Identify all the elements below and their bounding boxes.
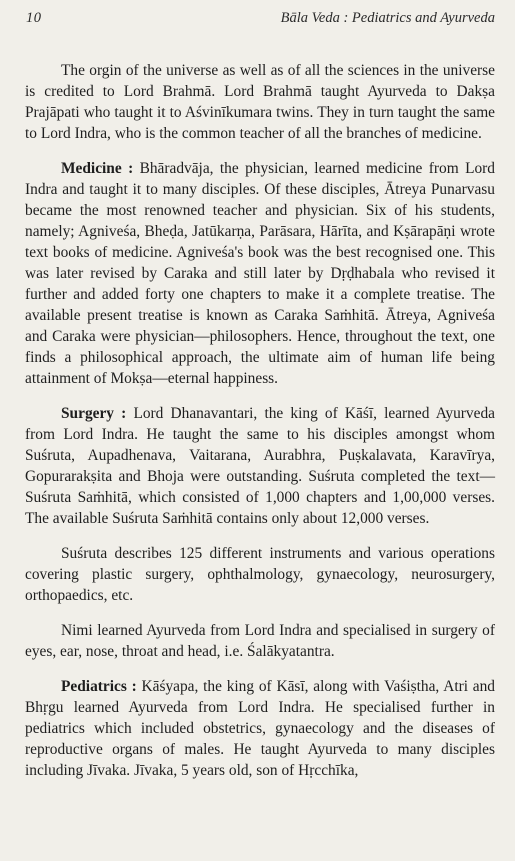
paragraph-text: Kāśyapa, the king of Kāsī, along with Vaśiṣtha, Atri and Bhṛgu learned Ayurveda from Lord Indra. He specialised further in pediatrics which included obstetrics, gynaecology and the diseases of reproductive organs of males. He taught Ayurveda to many disciples including Jīvaka. Jīvaka, 5 years old, son of Hṛcchīka, xyxy=(25,678,495,779)
paragraph-text: Nimi learned Ayurveda from Lord Indra and specialised in surgery of eyes, ear, nose, throat and head, i.e. Śalākyatantra. xyxy=(25,622,495,660)
section-lead-medicine: Medicine : xyxy=(61,160,134,177)
page-number: 10 xyxy=(26,10,42,26)
paragraph-text: The orgin of the universe as well as of all the sciences in the universe is credited to Lord Brahmā. Lord Brahmā taught Ayurveda to Dakṣa Prajāpati who taught it to Aśvinīkumara twins. They in turn taught the same to Lord Indra, who is the common teacher of all the branches of medicine. xyxy=(25,62,495,142)
paragraph-medicine xyxy=(25,158,495,389)
page-header xyxy=(26,10,495,32)
paragraph-text: Bhāradvāja, the physician, learned medicine from Lord Indra and taught it to many disciples. Of these disciples, Ātreya Punarvasu became the most renowned teacher and physician. Six of his students, namely; Agniveśa, Bheḍa, Jatūkarṇa, Parāsara, Hārīta, and Kṣārapāṇi wrote text books of medicine. Agniveśa's book was the best recognised one. This was later revised by Caraka and still later by Dṛḍhabala who revised it further and added forty one chapters to make it a complete treatise. The available present treatise is known as Caraka Saṁhitā. Ātreya, Agniveśa and Caraka were physician—philosophers. Hence, throughout the text, one finds a philosophical approach, the ultimate aim of human life being attainment of Mokṣa—eternal happiness. xyxy=(25,160,495,387)
running-title: Bāla Veda : Pediatrics and Ayurveda xyxy=(280,10,495,26)
paragraph-pediatrics xyxy=(25,676,495,781)
page-body xyxy=(25,60,495,795)
paragraph-text: Lord Dhanavantari, the king of Kāśī, learned Ayurveda from Lord Indra. He taught the same to his disciples amongst whom Suśruta, Aupadhenava, Vaitarana, Aurabhra, Puṣkalavata, Karavīrya, Gopurarakṣita and Bhoja were outstanding. Suśruta completed the text—Suśruta Saṁhitā, which consisted of 1,000 chapters and 1,00,000 verses. The available Suśruta Saṁhitā contains only about 12,000 verses. xyxy=(25,405,495,527)
section-lead-pediatrics: Pediatrics : xyxy=(61,678,137,695)
paragraph-instruments xyxy=(25,543,495,606)
paragraph-text: Suśruta describes 125 different instruments and various operations covering plastic surgery, ophthalmology, gynaecology, neurosurgery, orthopaedics, etc. xyxy=(25,545,495,604)
paragraph-origin xyxy=(25,60,495,144)
paragraph-surgery xyxy=(25,403,495,529)
paragraph-nimi xyxy=(25,620,495,662)
section-lead-surgery: Surgery : xyxy=(61,405,127,422)
